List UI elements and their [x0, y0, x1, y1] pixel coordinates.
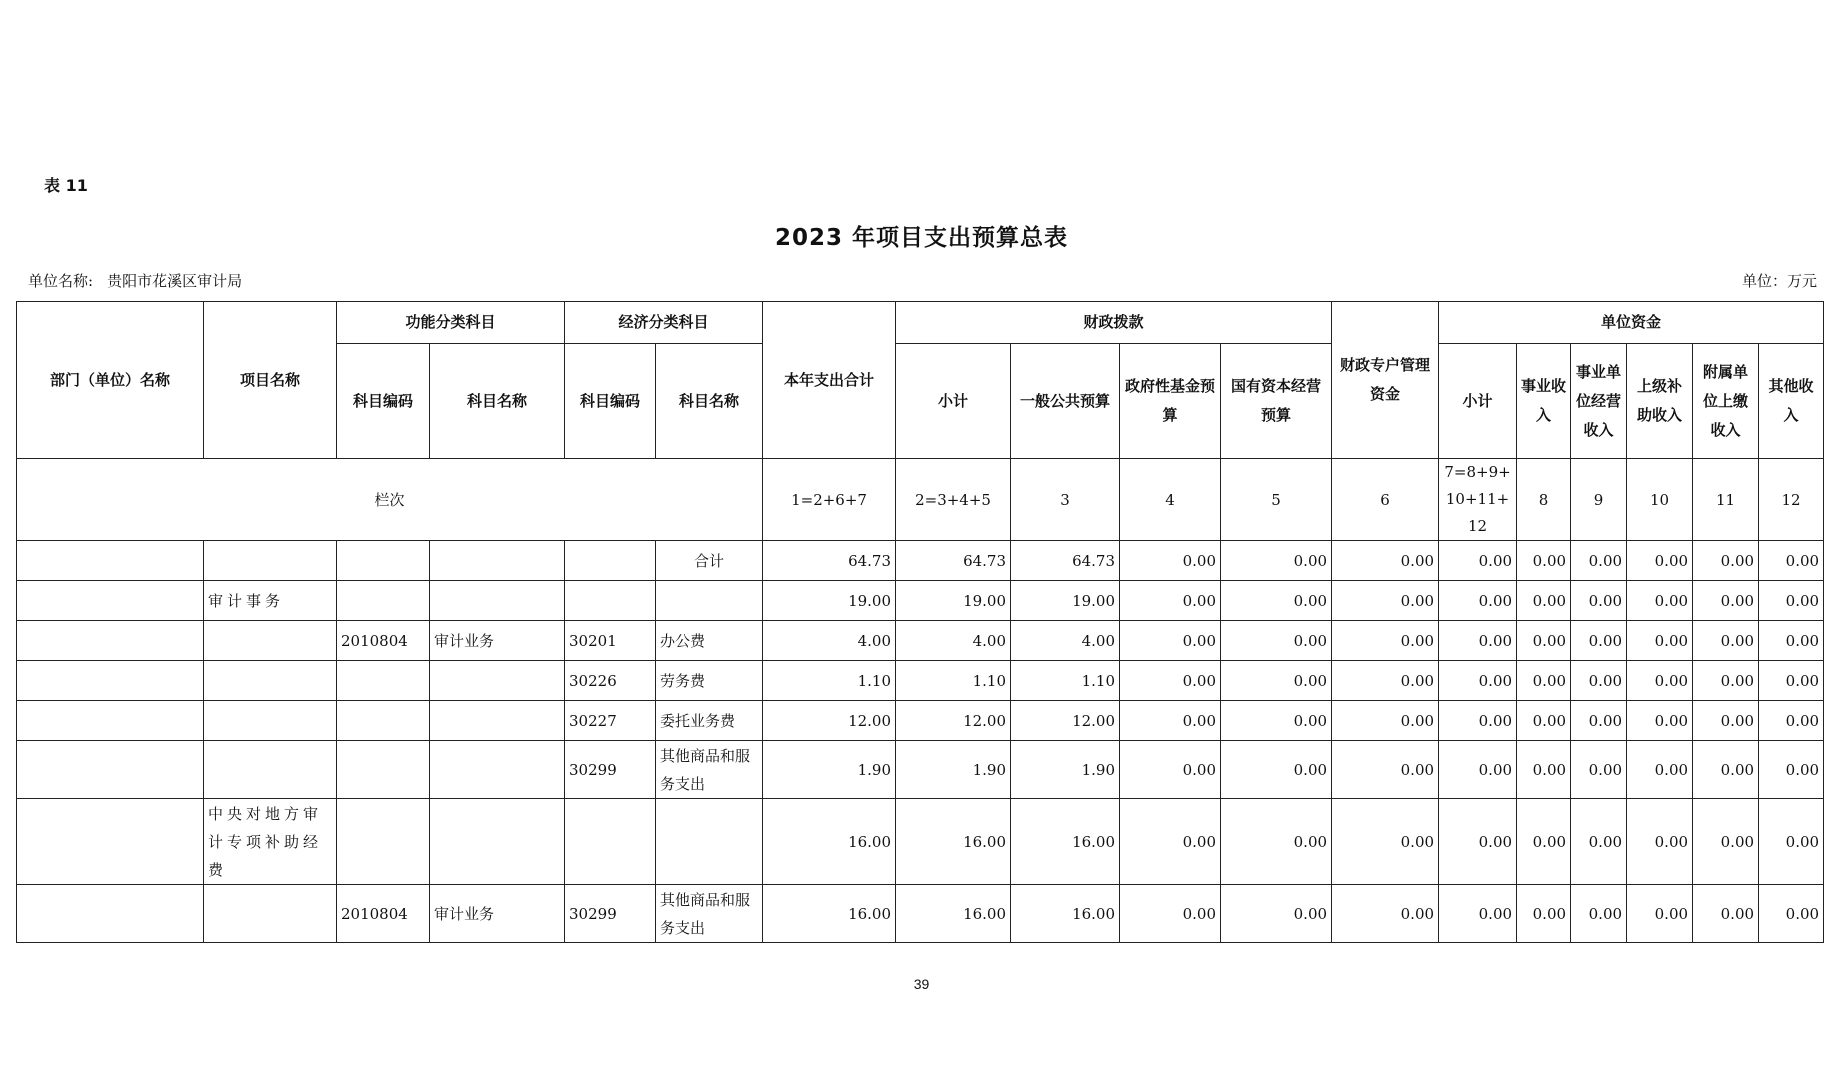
header-total: 本年支出合计 [763, 302, 896, 459]
cell-amount: 0.00 [1221, 885, 1332, 943]
cell-amount: 0.00 [1693, 621, 1759, 661]
cell-project [204, 661, 337, 701]
header-func-group: 功能分类科目 [337, 302, 565, 344]
table-row [17, 621, 1824, 661]
cell-amount: 1.10 [763, 661, 896, 701]
column-index-cell: 7=8+9+10+11+12 [1439, 459, 1517, 541]
column-index-cell: 10 [1627, 459, 1693, 541]
cell-func-name [430, 661, 565, 701]
cell-amount: 4.00 [896, 621, 1011, 661]
cell-econ-name: 办公费 [656, 621, 763, 661]
unit-name: 贵阳市花溪区审计局 [107, 272, 243, 290]
cell-amount: 0.00 [1693, 885, 1759, 943]
cell-amount: 0.00 [1759, 799, 1824, 885]
cell-econ-code [565, 799, 656, 885]
cell-amount: 0.00 [1759, 581, 1824, 621]
cell-amount: 0.00 [1571, 661, 1627, 701]
header-fiscal-subtotal: 小计 [896, 344, 1011, 459]
cell-func-code [337, 541, 430, 581]
cell-amount: 0.00 [1627, 581, 1693, 621]
table-row [17, 541, 1824, 581]
unit-name-line [28, 270, 242, 291]
header-econ-group: 经济分类科目 [565, 302, 763, 344]
cell-econ-code [565, 541, 656, 581]
cell-econ-name: 合计 [656, 541, 763, 581]
cell-amount: 16.00 [1011, 885, 1120, 943]
cell-amount: 0.00 [1759, 661, 1824, 701]
cell-amount: 0.00 [1221, 621, 1332, 661]
cell-amount: 64.73 [896, 541, 1011, 581]
cell-amount: 0.00 [1332, 701, 1439, 741]
cell-amount: 1.90 [763, 741, 896, 799]
cell-amount: 0.00 [1332, 799, 1439, 885]
cell-amount: 0.00 [1332, 885, 1439, 943]
cell-amount: 16.00 [763, 799, 896, 885]
cell-amount: 1.90 [1011, 741, 1120, 799]
cell-amount: 0.00 [1439, 621, 1517, 661]
cell-amount: 0.00 [1517, 701, 1571, 741]
cell-econ-name [656, 799, 763, 885]
cell-amount: 0.00 [1221, 741, 1332, 799]
cell-amount: 0.00 [1517, 885, 1571, 943]
cell-econ-name: 委托业务费 [656, 701, 763, 741]
column-index-row [17, 459, 1824, 541]
cell-dept [17, 885, 204, 943]
column-index-label: 栏次 [17, 459, 763, 541]
column-index-cell: 1=2+6+7 [763, 459, 896, 541]
cell-amount: 0.00 [1571, 701, 1627, 741]
cell-amount: 0.00 [1120, 701, 1221, 741]
cell-func-code: 2010804 [337, 885, 430, 943]
column-index-cell: 3 [1011, 459, 1120, 541]
cell-amount: 0.00 [1627, 701, 1693, 741]
cell-amount: 16.00 [1011, 799, 1120, 885]
cell-amount: 0.00 [1759, 541, 1824, 581]
cell-amount: 0.00 [1517, 799, 1571, 885]
cell-amount: 0.00 [1627, 661, 1693, 701]
cell-amount: 0.00 [1627, 799, 1693, 885]
cell-func-name [430, 581, 565, 621]
header-unit-subtotal: 小计 [1439, 344, 1517, 459]
cell-amount: 0.00 [1693, 541, 1759, 581]
cell-amount: 64.73 [763, 541, 896, 581]
cell-project: 审计事务 [204, 581, 337, 621]
cell-func-name [430, 741, 565, 799]
cell-amount: 0.00 [1439, 799, 1517, 885]
header-superior-subsidy: 上级补助收入 [1627, 344, 1693, 459]
cell-econ-name: 劳务费 [656, 661, 763, 701]
cell-dept [17, 621, 204, 661]
header-econ-name: 科目名称 [656, 344, 763, 459]
cell-amount: 19.00 [1011, 581, 1120, 621]
table-row [17, 581, 1824, 621]
cell-amount: 16.00 [896, 885, 1011, 943]
cell-func-code [337, 799, 430, 885]
header-project: 项目名称 [204, 302, 337, 459]
cell-amount: 0.00 [1571, 541, 1627, 581]
header-career-income: 事业收入 [1517, 344, 1571, 459]
column-index-cell: 8 [1517, 459, 1571, 541]
column-index-cell: 9 [1571, 459, 1627, 541]
cell-amount: 0.00 [1439, 541, 1517, 581]
unit-name-label: 单位名称: [28, 272, 94, 290]
page-title: 2023 年项目支出预算总表 [774, 225, 1069, 251]
cell-econ-name: 其他商品和服务支出 [656, 741, 763, 799]
cell-amount: 0.00 [1120, 621, 1221, 661]
cell-econ-code: 30299 [565, 885, 656, 943]
table-row [17, 661, 1824, 701]
cell-dept [17, 541, 204, 581]
table-number: 表 11 [44, 176, 88, 195]
cell-amount: 0.00 [1517, 621, 1571, 661]
cell-amount: 12.00 [896, 701, 1011, 741]
cell-amount: 0.00 [1332, 621, 1439, 661]
cell-amount: 0.00 [1571, 581, 1627, 621]
column-index-cell: 4 [1120, 459, 1221, 541]
cell-dept [17, 661, 204, 701]
cell-amount: 0.00 [1517, 581, 1571, 621]
cell-amount: 0.00 [1693, 701, 1759, 741]
cell-amount: 0.00 [1759, 885, 1824, 943]
cell-project [204, 741, 337, 799]
cell-func-name [430, 799, 565, 885]
cell-amount: 0.00 [1627, 885, 1693, 943]
project-budget-table [16, 301, 1824, 943]
cell-project [204, 621, 337, 661]
cell-project: 中央对地方审计专项补助经费 [204, 799, 337, 885]
cell-func-code: 2010804 [337, 621, 430, 661]
header-dept: 部门（单位）名称 [17, 302, 204, 459]
cell-amount: 0.00 [1221, 701, 1332, 741]
cell-econ-code: 30226 [565, 661, 656, 701]
cell-amount: 0.00 [1221, 541, 1332, 581]
cell-amount: 4.00 [1011, 621, 1120, 661]
cell-amount: 0.00 [1332, 741, 1439, 799]
cell-econ-code [565, 581, 656, 621]
table-row [17, 701, 1824, 741]
cell-func-name: 审计业务 [430, 621, 565, 661]
page-number: 39 [913, 976, 930, 992]
cell-econ-name [656, 581, 763, 621]
cell-amount: 64.73 [1011, 541, 1120, 581]
header-special: 财政专户管理资金 [1332, 302, 1439, 459]
cell-econ-code: 30299 [565, 741, 656, 799]
cell-dept [17, 581, 204, 621]
cell-amount: 0.00 [1571, 621, 1627, 661]
cell-amount: 0.00 [1693, 661, 1759, 701]
cell-amount: 0.00 [1120, 799, 1221, 885]
cell-econ-code: 30201 [565, 621, 656, 661]
cell-amount: 12.00 [1011, 701, 1120, 741]
cell-func-name: 审计业务 [430, 885, 565, 943]
cell-amount: 4.00 [763, 621, 896, 661]
cell-amount: 0.00 [1120, 581, 1221, 621]
header-general-budget: 一般公共预算 [1011, 344, 1120, 459]
cell-amount: 0.00 [1627, 621, 1693, 661]
header-func-code: 科目编码 [337, 344, 430, 459]
cell-amount: 0.00 [1571, 741, 1627, 799]
cell-econ-name: 其他商品和服务支出 [656, 885, 763, 943]
cell-dept [17, 701, 204, 741]
cell-amount: 0.00 [1571, 799, 1627, 885]
cell-project [204, 885, 337, 943]
column-index-cell: 11 [1693, 459, 1759, 541]
cell-amount: 0.00 [1693, 799, 1759, 885]
cell-amount: 1.90 [896, 741, 1011, 799]
cell-func-name [430, 541, 565, 581]
cell-amount: 0.00 [1439, 661, 1517, 701]
header-econ-code: 科目编码 [565, 344, 656, 459]
cell-amount: 1.10 [896, 661, 1011, 701]
cell-amount: 0.00 [1693, 581, 1759, 621]
cell-amount: 0.00 [1120, 741, 1221, 799]
cell-amount: 0.00 [1439, 581, 1517, 621]
cell-amount: 1.10 [1011, 661, 1120, 701]
cell-amount: 0.00 [1332, 581, 1439, 621]
cell-econ-code: 30227 [565, 701, 656, 741]
cell-amount: 0.00 [1221, 581, 1332, 621]
cell-func-code [337, 701, 430, 741]
cell-amount: 0.00 [1627, 541, 1693, 581]
cell-amount: 0.00 [1759, 621, 1824, 661]
header-other-income: 其他收入 [1759, 344, 1824, 459]
cell-amount: 0.00 [1759, 741, 1824, 799]
table-row [17, 885, 1824, 943]
cell-amount: 19.00 [896, 581, 1011, 621]
cell-func-code [337, 661, 430, 701]
cell-func-code [337, 741, 430, 799]
header-state-capital-budget: 国有资本经营预算 [1221, 344, 1332, 459]
cell-dept [17, 799, 204, 885]
cell-amount: 0.00 [1571, 885, 1627, 943]
cell-amount: 0.00 [1627, 741, 1693, 799]
cell-amount: 0.00 [1332, 541, 1439, 581]
cell-amount: 0.00 [1439, 885, 1517, 943]
cell-amount: 19.00 [763, 581, 896, 621]
header-unit-group: 单位资金 [1439, 302, 1824, 344]
header-gov-fund-budget: 政府性基金预算 [1120, 344, 1221, 459]
cell-amount: 0.00 [1221, 661, 1332, 701]
cell-amount: 0.00 [1439, 701, 1517, 741]
column-index-cell: 5 [1221, 459, 1332, 541]
cell-amount: 0.00 [1221, 799, 1332, 885]
column-index-cell: 12 [1759, 459, 1824, 541]
cell-amount: 12.00 [763, 701, 896, 741]
header-operating-income: 事业单位经营收入 [1571, 344, 1627, 459]
header-fiscal-group: 财政拨款 [896, 302, 1332, 344]
cell-amount: 0.00 [1517, 541, 1571, 581]
cell-amount: 0.00 [1759, 701, 1824, 741]
cell-amount: 0.00 [1120, 885, 1221, 943]
cell-amount: 0.00 [1517, 661, 1571, 701]
unit-measure: 单位：万元 [1741, 272, 1817, 290]
cell-amount: 0.00 [1693, 741, 1759, 799]
cell-amount: 0.00 [1120, 541, 1221, 581]
cell-project [204, 701, 337, 741]
cell-amount: 0.00 [1120, 661, 1221, 701]
header-func-name: 科目名称 [430, 344, 565, 459]
cell-amount: 0.00 [1517, 741, 1571, 799]
column-index-cell: 2=3+4+5 [896, 459, 1011, 541]
cell-dept [17, 741, 204, 799]
cell-amount: 0.00 [1332, 661, 1439, 701]
cell-amount: 16.00 [763, 885, 896, 943]
column-index-cell: 6 [1332, 459, 1439, 541]
cell-project [204, 541, 337, 581]
table-row [17, 741, 1824, 799]
table-row [17, 799, 1824, 885]
cell-func-code [337, 581, 430, 621]
cell-func-name [430, 701, 565, 741]
header-affiliated-income: 附属单位上缴收入 [1693, 344, 1759, 459]
cell-amount: 0.00 [1439, 741, 1517, 799]
cell-amount: 16.00 [896, 799, 1011, 885]
